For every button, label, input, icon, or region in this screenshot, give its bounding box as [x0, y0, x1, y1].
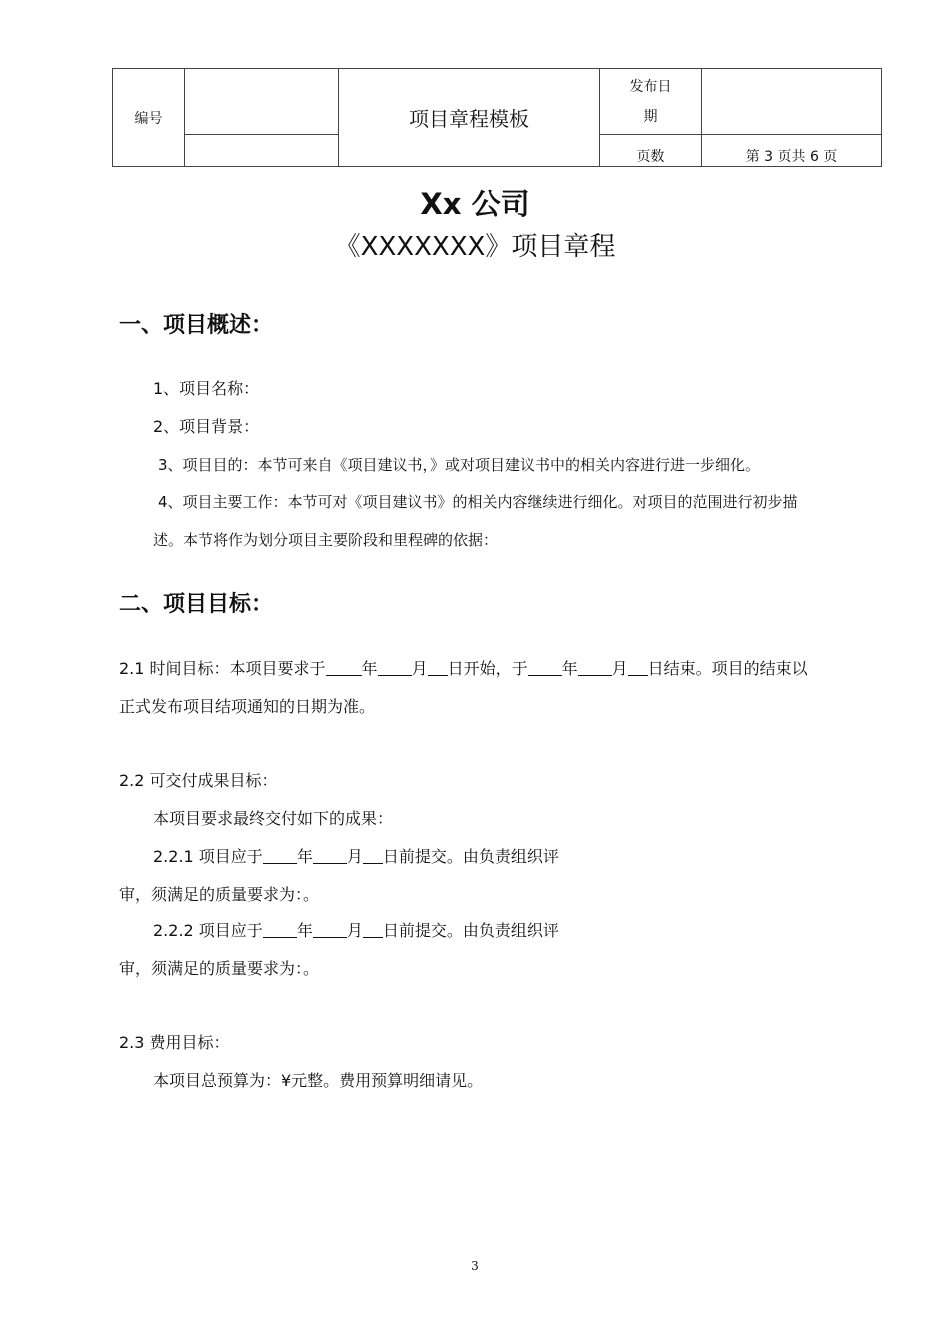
project-work-item: 4、项目主要工作：本节可对《项目建议书》的相关内容继续进行细化。对项目的范围进行初步描	[158, 493, 798, 511]
month-blank[interactable]	[378, 659, 412, 676]
item2-year-blank[interactable]	[263, 921, 297, 938]
end-month-blank[interactable]	[578, 659, 612, 676]
deliverable-item-2-prefix: 2.2.2 项目应于	[153, 921, 263, 940]
page-number: 3	[471, 1259, 479, 1273]
item1-month-text: 月	[346, 847, 363, 866]
project-work-item-cont: 述。本节将作为划分项目主要阶段和里程碑的依据：	[153, 531, 499, 549]
number-value-cell	[185, 69, 339, 135]
template-title: 项目章程模板	[339, 69, 600, 167]
start-text: 日开始，于	[447, 659, 528, 678]
deliverable-item-2-cont: 审，须满足的质量要求为：。	[119, 959, 320, 978]
pages-label: 页数	[600, 135, 702, 167]
year-text: 年	[361, 659, 378, 678]
end-year-text: 年	[561, 659, 578, 678]
project-purpose-item: 3、项目目的：本节可来自《项目建议书，》或对项目建议书中的相关内容进行进一步细化。	[158, 456, 761, 474]
project-name-item: 1、项目名称：	[153, 379, 260, 398]
item2-day-blank[interactable]	[363, 921, 383, 938]
section2-heading: 二、项目目标：	[119, 592, 274, 617]
deliverable-item-2-suffix: 日前提交。由负责组织评	[382, 921, 559, 940]
pages-value: 第 3 页共 6 页	[702, 135, 882, 167]
item2-year-text: 年	[296, 921, 313, 940]
time-goal-prefix: 2.1 时间目标：本项目要求于	[119, 659, 326, 678]
end-day-blank[interactable]	[628, 659, 648, 676]
end-month-text: 月	[611, 659, 628, 678]
number-sub-cell	[185, 135, 339, 167]
document-header-table	[112, 68, 882, 167]
release-date-label	[600, 69, 702, 135]
item2-month-text: 月	[346, 921, 363, 940]
number-label: 编号	[113, 69, 185, 167]
end-text: 日结束。项目的结束以	[647, 659, 808, 678]
item1-year-blank[interactable]	[263, 847, 297, 864]
item1-year-text: 年	[296, 847, 313, 866]
year-blank[interactable]	[326, 659, 362, 676]
document-title: 《XXXXXXX》项目章程	[334, 232, 616, 262]
time-goal-line	[119, 656, 808, 679]
section1-heading: 一、项目概述：	[119, 313, 274, 338]
cost-text: 本项目总预算为：¥元整。费用预算明细请见。	[153, 1071, 484, 1090]
item2-month-blank[interactable]	[313, 921, 347, 938]
deliverable-item-1-suffix: 日前提交。由负责组织评	[382, 847, 559, 866]
deliverables-heading: 2.2 可交付成果目标：	[119, 771, 278, 790]
deliverable-item-1-prefix: 2.2.1 项目应于	[153, 847, 263, 866]
item1-day-blank[interactable]	[363, 847, 383, 864]
release-date-label-line1: 发布日	[629, 78, 672, 95]
time-goal-line2: 正式发布项目结项通知的日期为准。	[119, 697, 376, 716]
cost-heading: 2.3 费用目标：	[119, 1033, 230, 1052]
company-name: Xx 公司	[420, 187, 530, 221]
release-date-value	[702, 69, 882, 135]
item1-month-blank[interactable]	[313, 847, 347, 864]
end-year-blank[interactable]	[528, 659, 562, 676]
deliverables-intro: 本项目要求最终交付如下的成果：	[153, 809, 394, 828]
deliverable-item-2	[153, 918, 559, 941]
deliverable-item-1-cont: 审，须满足的质量要求为：。	[119, 885, 320, 904]
day-blank[interactable]	[428, 659, 448, 676]
project-background-item: 2、项目背景：	[153, 417, 260, 436]
month-text: 月	[411, 659, 428, 678]
release-date-label-line2: 期	[643, 108, 658, 125]
deliverable-item-1	[153, 844, 559, 867]
